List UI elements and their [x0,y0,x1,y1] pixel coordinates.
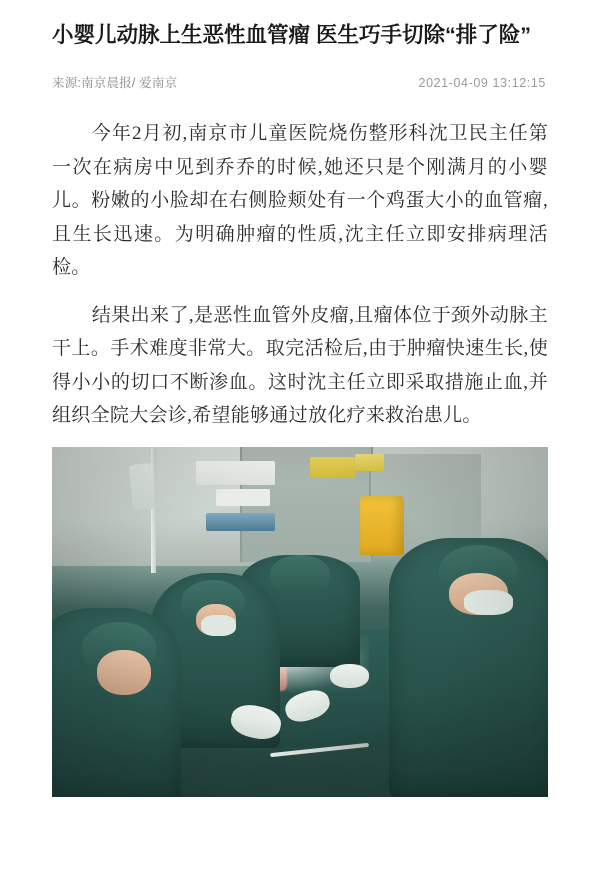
operating-room-photo [52,447,548,797]
article-body [52,117,548,433]
article-paragraph: 今年2月初,南京市儿童医院烧伤整形科沈卫民主任第一次在病房中见到乔乔的时候,她还只是个刚满月的小婴儿。粉嫩的小脸却在右侧脸颊处有一个鸡蛋大小的血管瘤,且生长迅速。为明确肿瘤的性质,沈主任立即安排病理活检。 [52,123,548,278]
page-title: 小婴儿动脉上生恶性血管瘤 医生巧手切除“排了险” [52,23,531,47]
article-timestamp: 2021-04-09 13:12:15 [418,76,546,90]
article-paragraph: 结果出来了,是恶性血管外皮瘤,且瘤体位于颈外动脉主干上。手术难度非常大。取完活检后,由于肿瘤快速生长,使得小小的切口不断渗血。这时沈主任立即采取措施止血,并组织全院大会诊,希望能够通过放化疗来救治患儿。 [52,304,548,426]
article-source: 来源:南京晨报/ 爱南京 [52,76,178,90]
article-photo [52,447,548,797]
photo-vignette [52,447,548,797]
article-meta [52,73,548,91]
